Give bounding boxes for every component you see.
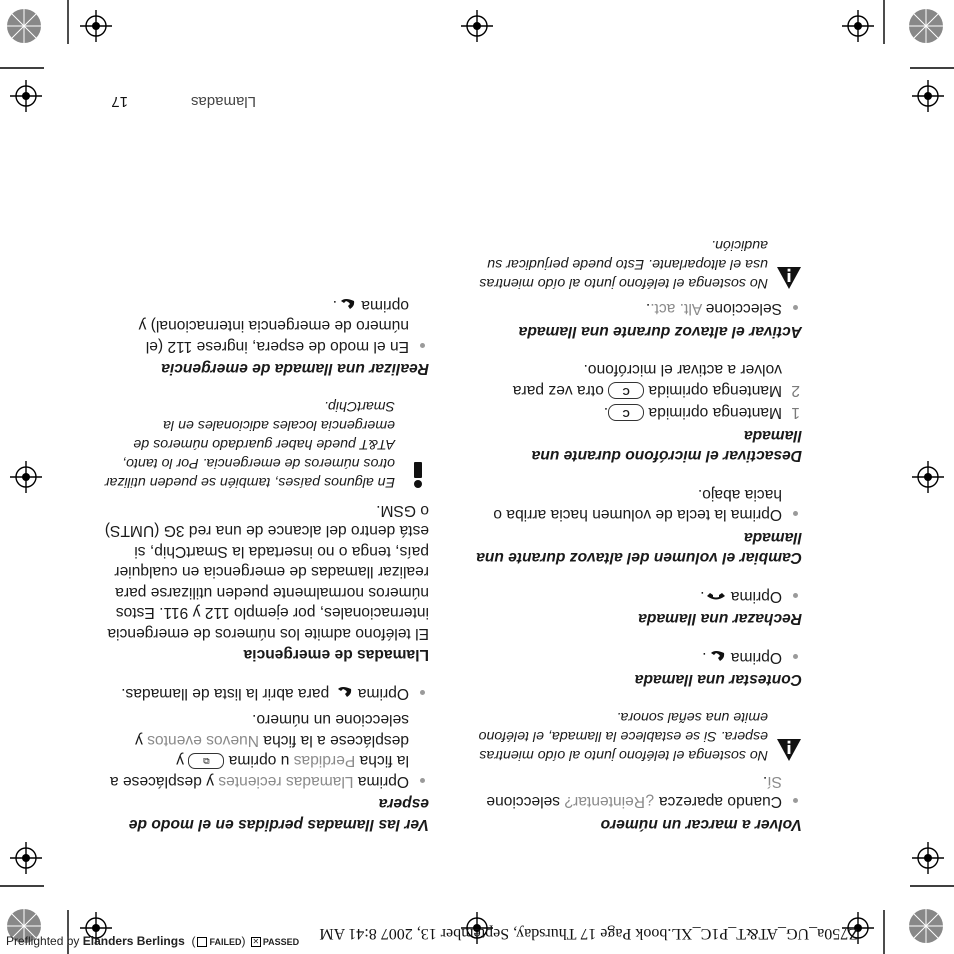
page-number: 17 (111, 93, 128, 110)
volume-bullet: Oprima la tecla de volumen hacia arriba o hacia abajo. (476, 484, 802, 525)
info-icon (407, 462, 429, 490)
preflight-prefix: Preflighted by (6, 934, 80, 948)
speaker-bullet: Seleccione Alt. act.. (476, 298, 802, 319)
call-key-icon (334, 686, 354, 700)
reject-heading: Rechazar una llamada (638, 610, 802, 628)
book-header: Z750a_UG_AT&T_P1C_XL.book Page 17 Thursday, September 13, 2007 8:41 AM (319, 925, 858, 942)
volume-heading: Cambiar el volumen del altavoz durante una llamada (476, 529, 802, 567)
missed-calls-bullet-1: Oprima Llamadas recientes y desplácese a la ficha Perdidas u oprima ⧉ y desplácese a la ficha Nuevos eventos y seleccione un número. (103, 709, 429, 791)
right-column (103, 289, 429, 835)
reject-bullet: Oprima . (476, 586, 802, 607)
end-key-icon (705, 589, 727, 603)
passed-label: PASSED (262, 937, 300, 947)
c-key-icon: C (608, 382, 644, 399)
redial-bullet: Cuando aparezca ¿Reintentar? seleccione Sí. (476, 771, 802, 812)
answer-heading: Contestar una llamada (634, 671, 802, 689)
failed-label: FAILED (209, 937, 242, 947)
answer-bullet: Oprima . (476, 647, 802, 668)
call-key-icon (707, 650, 727, 664)
emergency-call-bullet: En el modo de espera, ingrese 112 (el número de emergencia internacional) y oprima . (103, 295, 429, 357)
warning-icon (776, 266, 802, 290)
preflight-brand: Elanders Berlings (82, 934, 185, 948)
warning-note-1: No sostenga el teléfono junto al oído mientras espera. Si se establece la llamada, el teléfono emite una señal sonora. (476, 708, 802, 765)
c-key-icon: C (608, 404, 644, 421)
speaker-heading: Activar el altavoz durante una llamada (518, 323, 802, 340)
warning-note-2: No sostenga el teléfono junto al oído mientras usa el altoparlante. Esto puede perjudicar su audición. (476, 235, 802, 292)
emergency-paragraph: El teléfono admite los números de emergencia internacionales, por ejemplo 112 y 911. Estos números normalmente pueden utilizarse para realizar llamadas de emergencia en cualquier país, tenga o no insertada la SmartChip, si está dentro del alcance de una red 3G (UMTS) o GSM. (104, 502, 429, 642)
info-note: En algunos países, también se pueden utilizar otros números de emergencia. Por lo tanto, AT&T puede haber guardado números de emergencia locales adicionales en la SmartChip. (103, 397, 429, 492)
missed-calls-bullet-2: Oprima para abrir la lista de llamadas. (103, 683, 429, 704)
mute-step-1: 1 Mantenga oprimida C. (603, 404, 800, 422)
passed-checkbox: ✕ (252, 936, 260, 946)
missed-calls-heading: Ver las llamadas perdidas en el modo de espera (128, 795, 429, 833)
preflight-stamp: Preflighted by Elanders Berlings ( FAILED) ✕ PASSED (6, 934, 300, 948)
footer-section: Llamadas (190, 93, 256, 110)
call-key-icon (337, 298, 357, 312)
redial-heading: Volver a marcar un número (600, 816, 802, 833)
mute-heading: Desactivar el micrófono durante una llamada (531, 427, 802, 465)
warning-icon (776, 739, 802, 763)
left-column (476, 227, 802, 834)
events-key-icon: ⧉ (188, 753, 224, 769)
emergency-call-heading: Realizar una llamada de emergencia (161, 360, 429, 378)
mute-step-2: 2 Mantenga oprimida C otra vez para volver a activar el micrófono. (512, 361, 800, 399)
emergency-heading: Llamadas de emergencia (243, 646, 429, 664)
